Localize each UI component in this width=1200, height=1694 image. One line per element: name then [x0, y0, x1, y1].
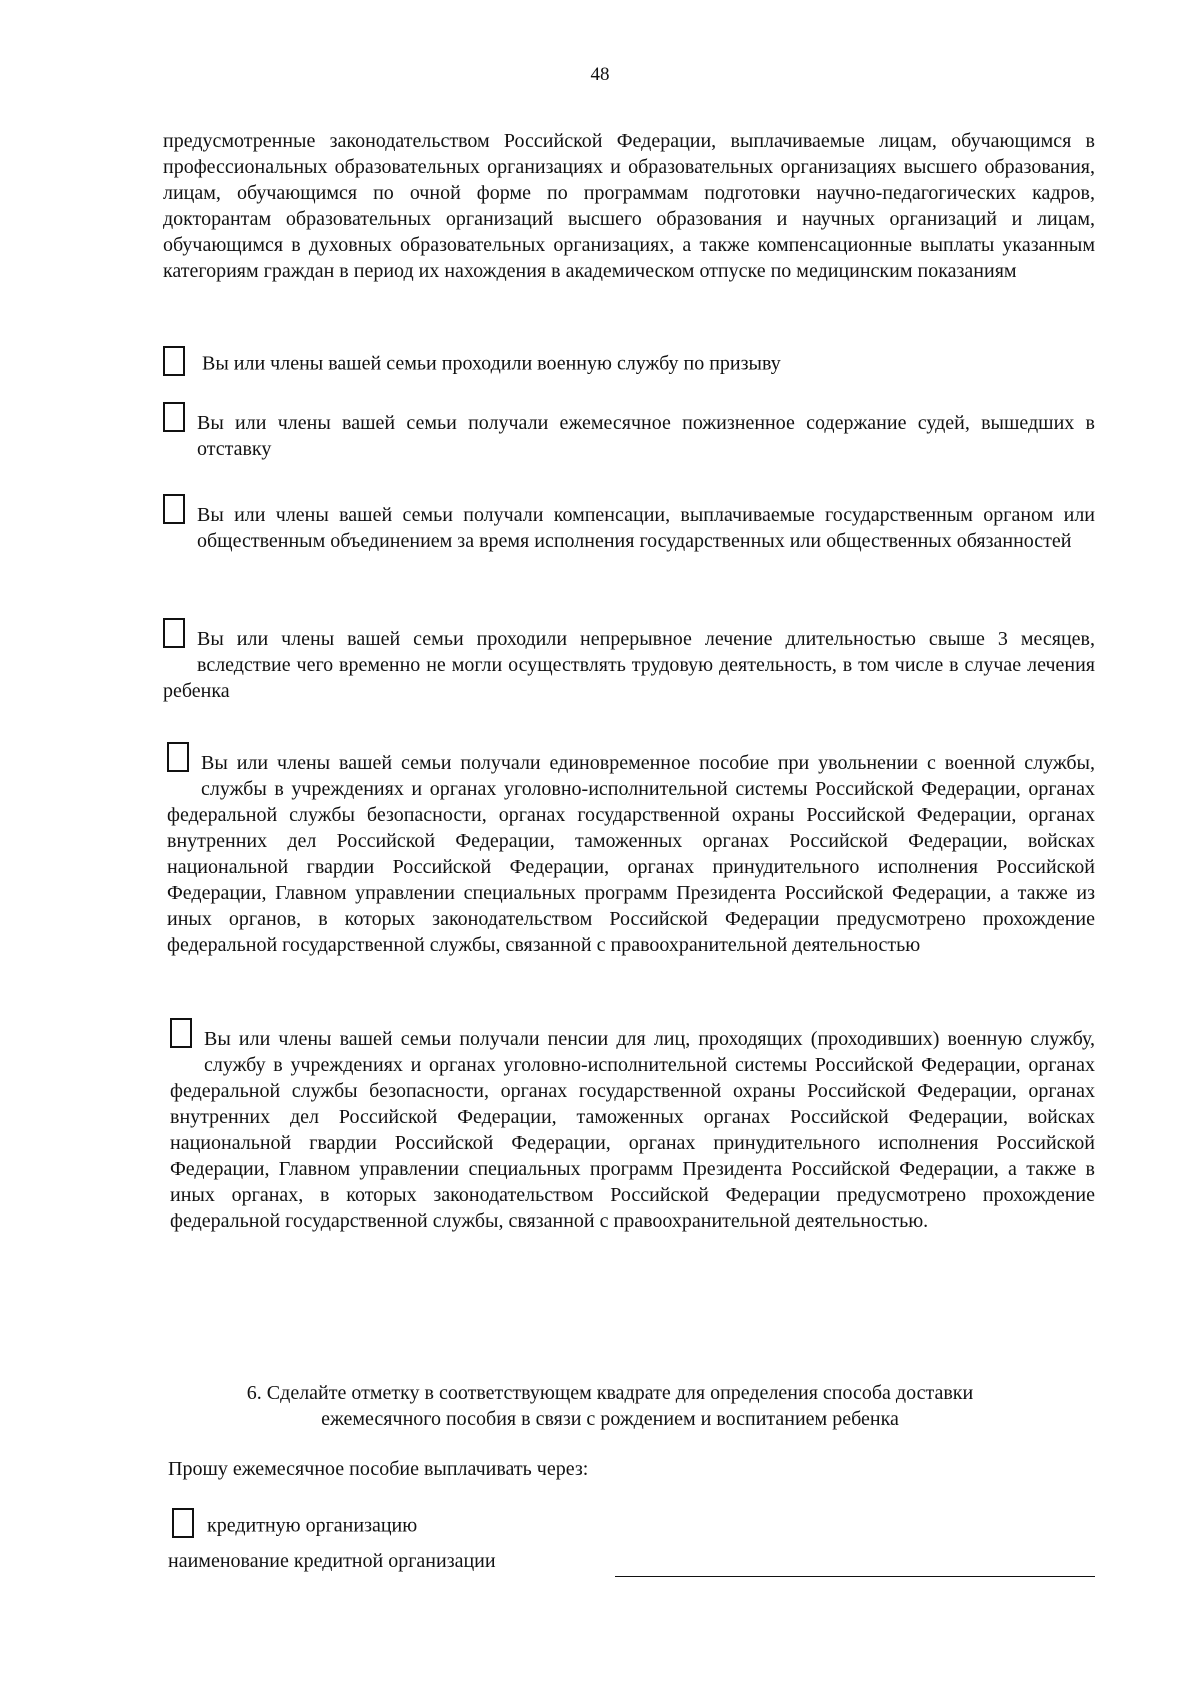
option-judges-allowance-checkbox[interactable] — [163, 402, 185, 432]
credit-org-name-label: наименование кредитной организации — [168, 1550, 496, 1572]
credit-org-name-field[interactable] — [615, 1552, 1099, 1578]
option-state-duties-compensation-label: Вы или члены вашей семьи получали компенсации, выплачиваемые государственным органом или общественным объединением за время исполнения государственных или общественных обязанностей — [197, 504, 1095, 552]
payment-request-text: Прошу ежемесячное пособие выплачивать через: — [168, 1458, 589, 1480]
credit-org-checkbox[interactable] — [172, 1508, 194, 1538]
option-dismissal-lump-sum — [167, 750, 1095, 958]
section-6-title-line1: 6. Сделайте отметку в соответствующем квадрате для определения способа доставки — [246, 1382, 974, 1404]
option-service-pensions-checkbox[interactable] — [170, 1018, 192, 1048]
section-6-title — [150, 1380, 1070, 1432]
option-judges-allowance — [163, 410, 1095, 462]
option-judges-allowance-label: Вы или члены вашей семьи получали ежемесячное пожизненное содержание судей, вышедших в отставку — [197, 412, 1095, 460]
page-number: 48 — [590, 64, 610, 85]
option-state-duties-compensation — [163, 502, 1095, 554]
option-military-conscription-checkbox[interactable] — [163, 346, 185, 376]
option-dismissal-lump-sum-checkbox[interactable] — [167, 742, 189, 772]
credit-org-option — [172, 1512, 417, 1542]
option-dismissal-lump-sum-label: Вы или члены вашей семьи получали единовременное пособие при увольнении с военной службы, службы в учреждениях и органах уголовно-исполнительной системы Российской Федерации, органах федеральной службы безопасности, органах государственной охраны Российской Федерации, органах внутренних дел Российской Федерации, таможенных органах Российской Федерации, войсках национальной гвардии Российской Федерации, органах принудительного исполнения Российской Федерации, Главном управлении специальных программ Президента Российской Федерации, а также из иных органов, в которых законодательством Российской Федерации предусмотрено прохождение федеральной государственной службы, связанной с правоохранительной деятельностью — [167, 752, 1095, 956]
option-long-treatment-label: Вы или члены вашей семьи проходили непрерывное лечение длительностью свыше 3 месяцев, вследствие чего временно не могли осуществлять трудовую деятельность, в том числе в случае лечения ребенка — [163, 628, 1095, 702]
option-state-duties-compensation-checkbox[interactable] — [163, 494, 185, 524]
section-6-title-line2: ежемесячного пособия в связи с рождением и воспитанием ребенка — [321, 1408, 899, 1430]
option-military-conscription — [163, 350, 1095, 380]
option-military-conscription-label: Вы или члены вашей семьи проходили военную службу по призыву — [202, 352, 781, 375]
intro-paragraph: предусмотренные законодательством Российской Федерации, выплачиваемые лицам, обучающимся в профессиональных образовательных организациях и образовательных организациях высшего образования, лицам, обучающимся по очной форме по программам подготовки научно-педагогических кадров, докторантам образовательных организаций высшего образования и научных организаций и лицам, обучающимся в духовных образовательных организациях, а также компенсационные выплаты указанным категориям граждан в период их нахождения в академическом отпуске по медицинским показаниям — [163, 130, 1095, 282]
option-service-pensions — [170, 1026, 1095, 1234]
credit-org-name-underline — [615, 1576, 1095, 1577]
option-long-treatment-checkbox[interactable] — [163, 618, 185, 648]
option-service-pensions-label: Вы или члены вашей семьи получали пенсии для лиц, проходящих (проходивших) военную службу, службу в учреждениях и органах уголовно-исполнительной системы Российской Федерации, органах федеральной службы безопасности, органах государственной охраны Российской Федерации, органах внутренних дел Российской Федерации, таможенных органах Российской Федерации, войсках национальной гвардии Российской Федерации, органах принудительного исполнения Российской Федерации, Главном управлении специальных программ Президента Российской Федерации, а также в иных органах, в которых законодательством Российской Федерации предусмотрено прохождение федеральной государственной службы, связанной с правоохранительной деятельностью. — [170, 1028, 1095, 1232]
credit-org-option-label: кредитную организацию — [207, 1514, 418, 1537]
option-long-treatment — [163, 626, 1095, 704]
